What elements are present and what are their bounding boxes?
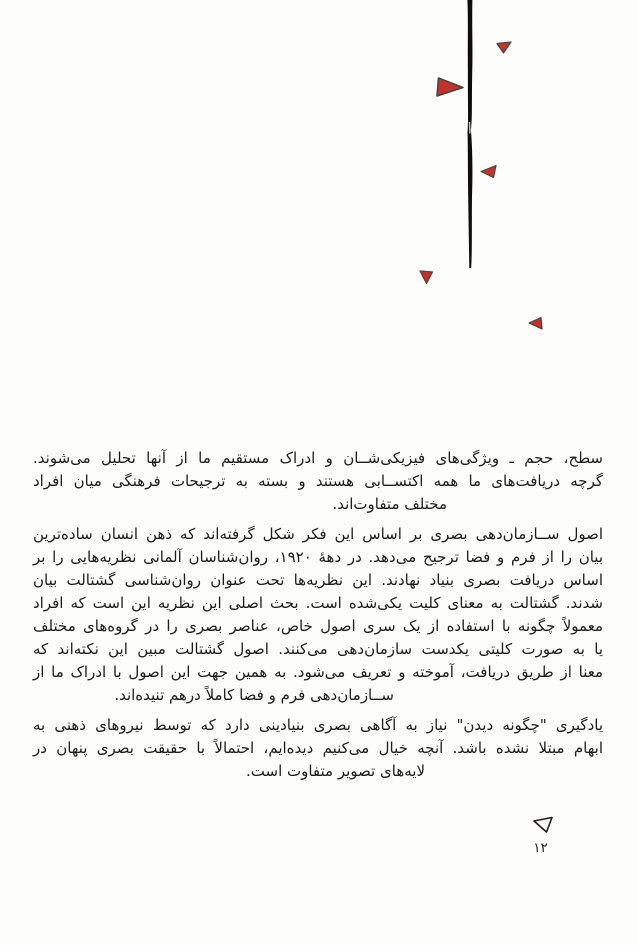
text-line: مختلف متفاوت‌اند. <box>332 495 447 513</box>
paragraph <box>33 714 603 783</box>
red-triangle-left-mid <box>481 166 496 178</box>
text-line: بیان را از فرم و فضا ترجیح می‌دهد. در دهۀ ۱۹۲۰، روان‌شناسان آلمانی نظریه‌هایی را بر <box>33 548 603 566</box>
text-line: اساس دریافت بصری بنیاد نهادند. این نظریه‌ها تحت عنوان روان‌شناسی گشتالت بیان <box>33 571 603 589</box>
text-line: ابهام مبتلا نشده باشد. آنچه خیال می‌کنیم دیده‌ایم، احتمالاً با حقیقت بصری پنهان در <box>33 739 603 757</box>
ink-brush-line <box>467 0 472 268</box>
text-line: لایه‌های تصویر متفاوت است. <box>246 762 425 780</box>
page-marker-triangle-icon <box>534 818 552 833</box>
text-line: سطح، حجم ـ ویژگی‌های فیزیکی‌شــان و ادراک مستقیم ما از آنها تحلیل می‌شوند. <box>33 449 603 467</box>
page-number: ۱۲ <box>533 840 548 856</box>
text-line: شدند. گشتالت به معنای کلیت یکی‌شده است. بحث اصلی این نظریه این است که افراد <box>33 594 603 612</box>
ink-line-scratch <box>469 122 471 134</box>
text-line: گرچه دریافت‌های ما همه اکتســابی هستند و بسته به ترجیحات فرهنگی میان افراد <box>33 472 603 490</box>
red-triangle-large <box>437 78 463 96</box>
text-line: ســازمان‌دهی فرم و فضا کاملاً درهم تنیده‌اند. <box>114 686 394 704</box>
red-triangle-below-line <box>420 271 433 284</box>
text-line: اصول ســازمان‌دهی بصری بر اساس این فکر شکل گرفته‌اند که ذهن انسان ساده‌ترین <box>33 525 603 543</box>
paragraph <box>33 447 603 516</box>
text-line: یادگیری "چگونه دیدن" نیاز به آگاهی بصری بنیادینی دارد که توسط نیروهای ذهنی به <box>33 716 603 734</box>
paragraph <box>33 523 603 707</box>
text-line: معمولاً چگونه با استفاده از یک سری اصول خاص، عناصر بصری را در گروه‌های مختلف <box>33 617 603 635</box>
red-triangle-small-top <box>497 42 511 53</box>
red-triangle-lone <box>529 318 542 330</box>
text-line: معنا از طریق دریافت، آموخته و تعریف می‌شود. به همین جهت این اصول با ادراک ما از <box>33 663 603 681</box>
body-text <box>33 447 603 790</box>
text-line: یا به صورت کلیتی یکدست سازمان‌دهی می‌کنند. اصول گشتالت مبین این نکته‌اند که <box>33 640 603 658</box>
